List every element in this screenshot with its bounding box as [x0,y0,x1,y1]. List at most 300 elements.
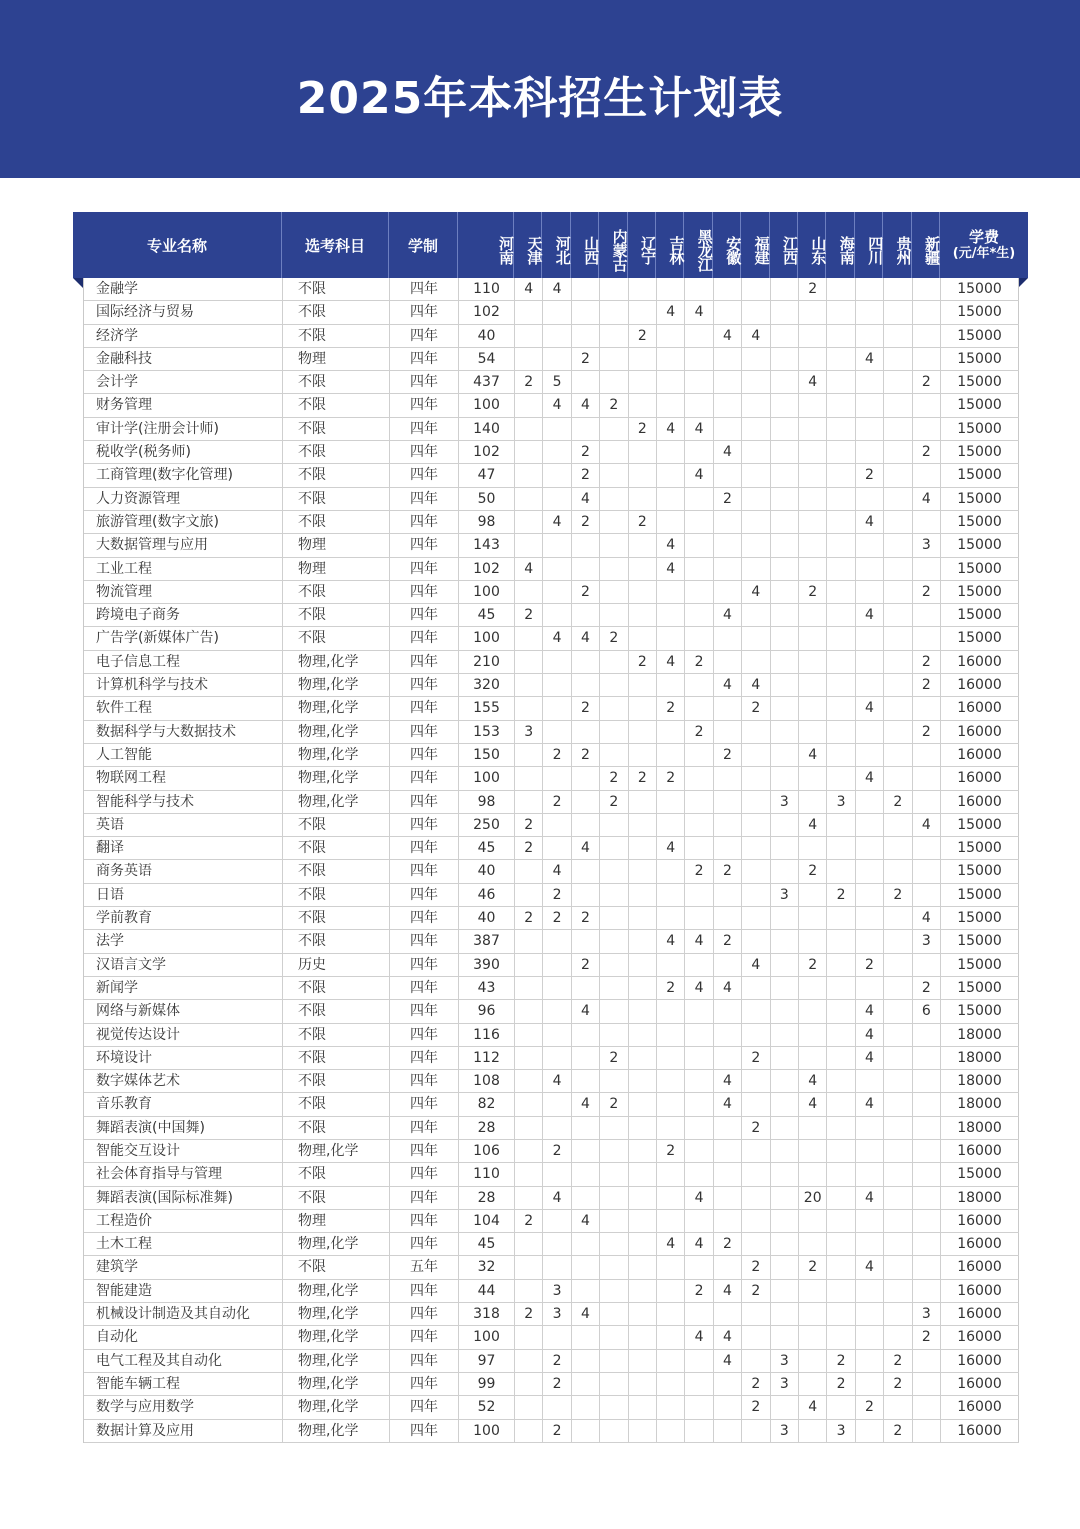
quota-cell [771,954,799,976]
quota-cell [685,1070,713,1092]
subject-cell: 物理,化学 [283,767,390,789]
tuition-cell: 15000 [941,1000,1019,1022]
quota-cell [771,767,799,789]
quota-cell [543,348,571,370]
quota-cell: 140 [459,418,515,440]
quota-cell: 2 [714,744,742,766]
quota-cell [856,558,884,580]
duration-cell: 四年 [390,954,459,976]
quota-cell [657,1163,685,1185]
quota-cell [799,837,827,859]
quota-cell [771,1140,799,1162]
quota-cell: 2 [913,441,941,463]
major-name-cell: 视觉传达设计 [84,1024,283,1046]
quota-cell [515,441,543,463]
quota-cell [657,1350,685,1372]
quota-cell: 4 [685,1326,713,1348]
quota-cell [742,1303,770,1325]
quota-cell: 110 [459,278,515,300]
table-row [84,721,1019,744]
tuition-cell: 15000 [941,348,1019,370]
header-province: 内蒙古 [599,212,627,278]
quota-cell [827,837,855,859]
quota-cell: 2 [856,954,884,976]
tuition-cell: 16000 [941,674,1019,696]
quota-cell [685,278,713,300]
quota-cell [572,884,600,906]
quota-cell [629,604,657,626]
quota-cell [685,1373,713,1395]
quota-cell [827,1163,855,1185]
quota-cell [600,325,628,347]
quota-cell [714,907,742,929]
quota-cell: 28 [459,1117,515,1139]
quota-cell: 104 [459,1210,515,1232]
quota-cell [827,301,855,323]
duration-cell: 四年 [390,1210,459,1232]
header-province: 海南 [826,212,854,278]
quota-cell: 320 [459,674,515,696]
quota-cell: 4 [913,814,941,836]
quota-cell [913,1024,941,1046]
quota-cell [799,558,827,580]
quota-cell [714,627,742,649]
quota-cell: 102 [459,301,515,323]
quota-cell [771,441,799,463]
quota-cell [771,1303,799,1325]
quota-cell: 2 [657,977,685,999]
quota-cell [827,930,855,952]
quota-cell: 318 [459,1303,515,1325]
quota-cell [657,1280,685,1302]
quota-cell: 2 [572,441,600,463]
quota-cell [771,1000,799,1022]
quota-cell [543,1163,571,1185]
quota-cell [799,884,827,906]
quota-cell: 2 [543,1350,571,1372]
quota-cell [629,1000,657,1022]
quota-cell [771,558,799,580]
quota-cell [856,325,884,347]
quota-cell: 97 [459,1350,515,1372]
quota-cell [600,930,628,952]
tuition-cell: 16000 [941,1140,1019,1162]
table-row [84,651,1019,674]
quota-cell: 4 [543,394,571,416]
quota-cell [685,697,713,719]
subject-cell: 不限 [283,1163,390,1185]
quota-cell [714,581,742,603]
quota-cell: 2 [657,1140,685,1162]
tuition-cell: 16000 [941,1256,1019,1278]
subject-cell: 物理,化学 [283,697,390,719]
duration-cell: 四年 [390,371,459,393]
table-row [84,1326,1019,1349]
quota-cell [629,1047,657,1069]
subject-cell: 物理,化学 [283,1326,390,1348]
major-name-cell: 计算机科学与技术 [84,674,283,696]
quota-cell: 4 [742,954,770,976]
quota-cell [771,301,799,323]
quota-cell [884,441,912,463]
tuition-cell: 15000 [941,325,1019,347]
quota-cell [685,1420,713,1442]
quota-cell [799,697,827,719]
quota-cell [771,1070,799,1092]
quota-cell [913,464,941,486]
quota-cell [572,930,600,952]
major-name-cell: 汉语言文学 [84,954,283,976]
quota-cell [600,1024,628,1046]
quota-cell [913,325,941,347]
quota-cell [799,604,827,626]
quota-cell [884,511,912,533]
quota-cell [657,1396,685,1418]
quota-cell [600,1187,628,1209]
header-tuition-label: 学费 [968,227,999,246]
quota-cell: 2 [913,721,941,743]
major-name-cell: 会计学 [84,371,283,393]
quota-cell [827,1326,855,1348]
quota-cell: 100 [459,627,515,649]
major-name-cell: 工商管理(数字化管理) [84,464,283,486]
tuition-cell: 16000 [941,767,1019,789]
quota-cell [884,348,912,370]
subject-cell: 不限 [283,814,390,836]
quota-cell [629,674,657,696]
header-province: 山西 [571,212,599,278]
quota-cell [600,488,628,510]
quota-cell: 250 [459,814,515,836]
quota-cell [685,1303,713,1325]
quota-cell: 4 [913,488,941,510]
quota-cell: 32 [459,1256,515,1278]
quota-cell: 4 [856,1024,884,1046]
major-name-cell: 人工智能 [84,744,283,766]
quota-cell [629,1280,657,1302]
quota-cell [572,674,600,696]
quota-cell [629,1326,657,1348]
quota-cell [685,744,713,766]
duration-cell: 四年 [390,278,459,300]
major-name-cell: 财务管理 [84,394,283,416]
table-row [84,511,1019,534]
subject-cell: 物理 [283,1210,390,1232]
quota-cell [657,1303,685,1325]
quota-cell [799,394,827,416]
major-name-cell: 翻译 [84,837,283,859]
quota-cell [714,394,742,416]
quota-cell: 2 [742,697,770,719]
quota-cell [771,721,799,743]
quota-cell [629,930,657,952]
tuition-cell: 18000 [941,1070,1019,1092]
quota-cell [600,1420,628,1442]
quota-cell [913,1047,941,1069]
header-tuition [940,212,1028,278]
quota-cell [884,1070,912,1092]
quota-cell: 3 [827,791,855,813]
quota-cell [600,814,628,836]
quota-cell [572,1326,600,1348]
quota-cell [742,907,770,929]
quota-cell [657,348,685,370]
quota-cell [685,674,713,696]
quota-cell [572,1163,600,1185]
quota-cell: 106 [459,1140,515,1162]
duration-cell: 四年 [390,1140,459,1162]
duration-cell: 四年 [390,1047,459,1069]
subject-cell: 物理,化学 [283,721,390,743]
duration-cell: 四年 [390,1350,459,1372]
quota-cell: 100 [459,1326,515,1348]
table-row [84,558,1019,581]
quota-cell: 2 [629,418,657,440]
quota-cell [884,1187,912,1209]
quota-cell [600,534,628,556]
quota-cell [913,697,941,719]
quota-cell [884,301,912,323]
quota-cell [742,651,770,673]
quota-cell [827,371,855,393]
quota-cell [685,1117,713,1139]
table-row [84,814,1019,837]
quota-cell: 4 [714,1070,742,1092]
quota-cell [771,907,799,929]
quota-cell [714,464,742,486]
subject-cell: 不限 [283,371,390,393]
subject-cell: 不限 [283,884,390,906]
quota-cell [827,534,855,556]
duration-cell: 四年 [390,301,459,323]
tuition-cell: 15000 [941,1163,1019,1185]
duration-cell: 四年 [390,721,459,743]
subject-cell: 不限 [283,1117,390,1139]
duration-cell: 四年 [390,814,459,836]
quota-cell [771,1117,799,1139]
quota-cell [884,464,912,486]
table-row [84,1350,1019,1373]
quota-cell: 4 [543,511,571,533]
quota-cell [600,1070,628,1092]
quota-cell [714,511,742,533]
duration-cell: 四年 [390,441,459,463]
quota-cell: 4 [685,418,713,440]
duration-cell: 四年 [390,394,459,416]
quota-cell [913,1070,941,1092]
quota-cell [884,1140,912,1162]
quota-cell: 2 [543,744,571,766]
major-name-cell: 数据计算及应用 [84,1420,283,1442]
table-row [84,1420,1019,1443]
quota-cell [600,371,628,393]
duration-cell: 四年 [390,604,459,626]
quota-cell [629,1350,657,1372]
duration-cell: 四年 [390,1117,459,1139]
quota-cell: 4 [714,325,742,347]
quota-cell [771,325,799,347]
quota-cell [685,1024,713,1046]
subject-cell: 不限 [283,837,390,859]
major-name-cell: 工程造价 [84,1210,283,1232]
quota-cell [827,977,855,999]
quota-cell [742,1350,770,1372]
subject-cell: 不限 [283,860,390,882]
quota-cell [629,1163,657,1185]
quota-cell: 4 [799,371,827,393]
quota-cell [629,1117,657,1139]
quota-cell: 45 [459,604,515,626]
duration-cell: 四年 [390,488,459,510]
subject-cell: 不限 [283,488,390,510]
quota-cell [657,744,685,766]
quota-cell [657,1024,685,1046]
subject-cell: 不限 [283,581,390,603]
quota-cell [515,651,543,673]
quota-cell: 4 [714,674,742,696]
quota-cell [771,511,799,533]
table-row [84,1140,1019,1163]
quota-cell [515,791,543,813]
quota-cell [827,1303,855,1325]
quota-cell [685,767,713,789]
quota-cell: 387 [459,930,515,952]
quota-cell [600,651,628,673]
tuition-cell: 15000 [941,977,1019,999]
quota-cell: 100 [459,1420,515,1442]
quota-cell [543,325,571,347]
quota-cell: 2 [827,884,855,906]
major-name-cell: 税收学(税务师) [84,441,283,463]
duration-cell: 四年 [390,767,459,789]
quota-cell: 4 [685,301,713,323]
subject-cell: 不限 [283,1000,390,1022]
subject-cell: 不限 [283,627,390,649]
major-name-cell: 大数据管理与应用 [84,534,283,556]
quota-cell: 2 [600,791,628,813]
quota-cell [543,604,571,626]
quota-cell [771,394,799,416]
quota-cell [629,1303,657,1325]
quota-cell: 2 [629,651,657,673]
table-row [84,674,1019,697]
quota-cell [600,1210,628,1232]
quota-cell: 2 [827,1350,855,1372]
quota-cell [515,581,543,603]
quota-cell [600,604,628,626]
quota-cell [543,837,571,859]
quota-cell [884,697,912,719]
tuition-cell: 16000 [941,1420,1019,1442]
duration-cell: 四年 [390,697,459,719]
quota-cell [600,954,628,976]
quota-cell [884,1047,912,1069]
header-province: 山东 [798,212,826,278]
duration-cell: 四年 [390,791,459,813]
quota-cell [572,1373,600,1395]
quota-cell [856,1210,884,1232]
quota-cell [827,814,855,836]
quota-cell [657,1187,685,1209]
header-province: 安徽 [713,212,741,278]
quota-cell [515,767,543,789]
quota-cell [600,1326,628,1348]
quota-cell [884,1233,912,1255]
quota-cell [515,534,543,556]
quota-cell: 143 [459,534,515,556]
quota-cell [771,744,799,766]
quota-cell: 4 [714,977,742,999]
quota-cell: 2 [657,697,685,719]
quota-cell: 437 [459,371,515,393]
quota-cell [600,1233,628,1255]
quota-cell: 4 [856,348,884,370]
tuition-cell: 15000 [941,278,1019,300]
quota-cell [827,1000,855,1022]
quota-cell [827,394,855,416]
quota-cell [714,837,742,859]
quota-cell [629,814,657,836]
quota-cell [572,325,600,347]
quota-cell [685,581,713,603]
quota-cell [742,744,770,766]
tuition-cell: 18000 [941,1047,1019,1069]
tuition-cell: 16000 [941,1303,1019,1325]
quota-cell: 155 [459,697,515,719]
quota-cell: 2 [884,1420,912,1442]
header-fold-left [73,278,83,288]
quota-cell [657,441,685,463]
quota-cell [685,1000,713,1022]
quota-cell: 3 [913,930,941,952]
duration-cell: 四年 [390,1163,459,1185]
quota-cell: 5 [543,371,571,393]
major-name-cell: 物流管理 [84,581,283,603]
quota-cell [799,767,827,789]
quota-cell [884,744,912,766]
quota-cell: 4 [543,278,571,300]
quota-cell [856,1070,884,1092]
quota-cell [629,464,657,486]
tuition-cell: 16000 [941,1280,1019,1302]
quota-cell: 2 [543,884,571,906]
quota-cell: 4 [856,1000,884,1022]
quota-cell [543,954,571,976]
quota-cell [600,907,628,929]
quota-cell [884,674,912,696]
table-row [84,325,1019,348]
quota-cell [629,860,657,882]
quota-cell [515,1233,543,1255]
subject-cell: 不限 [283,907,390,929]
quota-cell: 2 [543,1373,571,1395]
quota-cell [629,534,657,556]
quota-cell [629,1420,657,1442]
quota-cell [515,1047,543,1069]
quota-cell: 2 [600,1047,628,1069]
quota-cell: 2 [657,767,685,789]
quota-cell [600,744,628,766]
quota-cell [657,814,685,836]
tuition-cell: 15000 [941,488,1019,510]
quota-cell [657,674,685,696]
quota-cell [742,767,770,789]
quota-cell: 2 [685,860,713,882]
quota-cell: 4 [572,1210,600,1232]
quota-cell [629,1070,657,1092]
quota-cell [827,604,855,626]
table-row [84,604,1019,627]
